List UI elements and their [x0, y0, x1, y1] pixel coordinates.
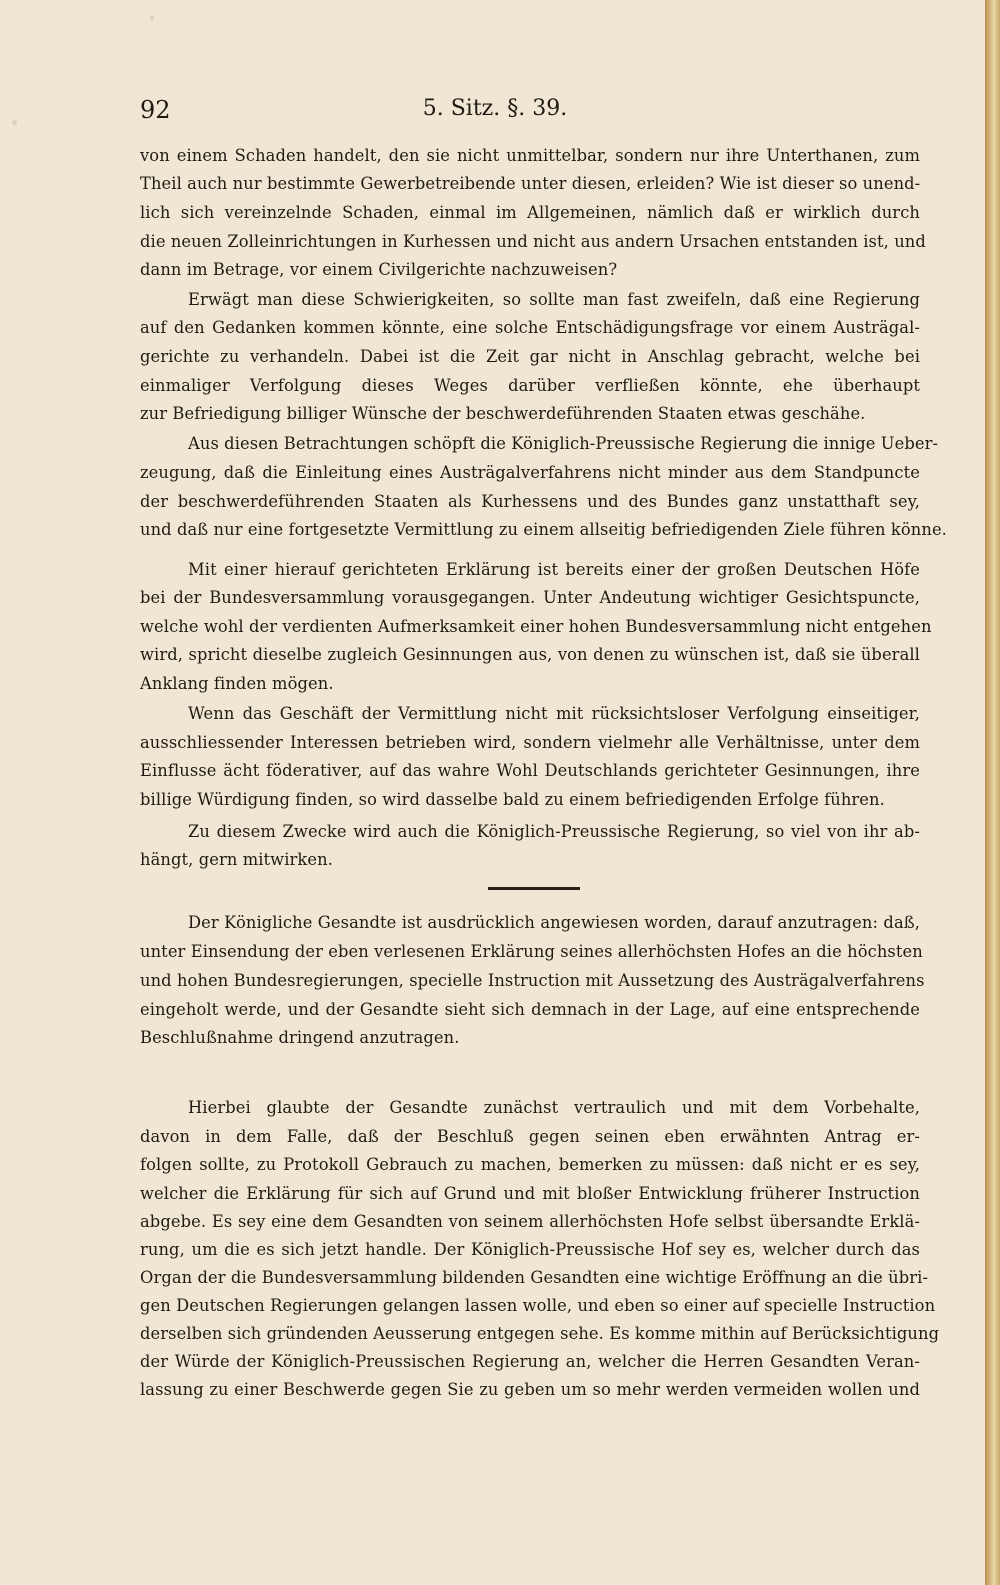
text-line: einmaliger Verfolgung dieses Weges darüber verfließen könnte, ehe überhaupt — [140, 376, 920, 395]
text-line: zeugung, daß die Einleitung eines Austrägalverfahrens nicht minder aus dem Standpuncte — [140, 463, 920, 482]
text-line: Aus diesen Betrachtungen schöpft die Königlich-Preussische Regierung die innige Ueber- — [188, 434, 939, 453]
text-line: rung, um die es sich jetzt handle. Der Königlich-Preussische Hof sey es, welcher durch das — [140, 1240, 920, 1259]
text-line: eingeholt werde, und der Gesandte sieht sich demnach in der Lage, auf eine entsprechende — [140, 1000, 920, 1019]
text-line: derselben sich gründenden Aeusserung entgegen sehe. Es komme mithin auf Berücksichtigung — [140, 1324, 940, 1343]
text-line: Theil auch nur bestimmte Gewerbetreibende unter diesen, erleiden? Wie ist dieser so unend- — [140, 174, 921, 193]
text-line: billige Würdigung finden, so wird dasselbe bald zu einem befriedigenden Erfolge führen. — [140, 790, 885, 809]
text-line: welche wohl der verdienten Aufmerksamkeit einer hohen Bundesversammlung nicht entgehen — [140, 617, 932, 636]
running-head: 5. Sitz. §. 39. — [422, 96, 568, 121]
text-line: Hierbei glaubte der Gesandte zunächst vertraulich und mit dem Vorbehalte, — [188, 1098, 920, 1117]
text-line: abgebe. Es sey eine dem Gesandten von seinem allerhöchsten Hofe selbst übersandte Erklä- — [140, 1212, 920, 1231]
text-line: der Würde der Königlich-Preussischen Regierung an, welcher die Herren Gesandten Veran- — [140, 1352, 920, 1371]
text-line: Wenn das Geschäft der Vermittlung nicht mit rücksichtsloser Verfolgung einseitiger, — [188, 704, 920, 723]
text-line: Zu diesem Zwecke wird auch die Königlich-Preussische Regierung, so viel von ihr ab- — [188, 822, 920, 841]
text-line: unter Einsendung der eben verlesenen Erklärung seines allerhöchsten Hofes an die höchsten — [140, 942, 923, 961]
text-line: lich sich vereinzelnde Schaden, einmal im Allgemeinen, nämlich daß er wirklich durch — [140, 203, 920, 222]
text-line: auf den Gedanken kommen könnte, eine solche Entschädigungsfrage vor einem Austrägal- — [140, 318, 920, 337]
text-line: dann im Betrage, vor einem Civilgerichte nachzuweisen? — [140, 260, 618, 279]
text-line: bei der Bundesversammlung vorausgegangen. Unter Andeutung wichtiger Gesichtspuncte, — [140, 588, 920, 607]
text-line: und hohen Bundesregierungen, specielle Instruction mit Aussetzung des Austrägalverfahrens — [140, 971, 925, 990]
text-line: hängt, gern mitwirken. — [140, 850, 333, 869]
text-line: gerichte zu verhandeln. Dabei ist die Zeit gar nicht in Anschlag gebracht, welche bei — [140, 347, 920, 366]
page-edge — [985, 0, 1000, 1585]
text-line: ausschliessender Interessen betrieben wird, sondern vielmehr alle Verhältnisse, unter dem — [140, 733, 920, 752]
text-line: lassung zu einer Beschwerde gegen Sie zu geben um so mehr werden vermeiden wollen und — [140, 1380, 920, 1399]
text-line: Organ der die Bundesversammlung bildenden Gesandten eine wichtige Eröffnung an die übri- — [140, 1268, 929, 1287]
text-line: Anklang finden mögen. — [140, 674, 334, 693]
text-line: Beschlußnahme dringend anzutragen. — [140, 1028, 460, 1047]
text-line: Einflusse ächt föderativer, auf das wahre Wohl Deutschlands gerichteter Gesinnungen, ihre — [140, 761, 920, 780]
text-line: wird, spricht dieselbe zugleich Gesinnungen aus, von denen zu wünschen ist, daß sie überall — [140, 645, 920, 664]
text-line: von einem Schaden handelt, den sie nicht unmittelbar, sondern nur ihre Unterthanen, zum — [140, 146, 920, 165]
text-line: folgen sollte, zu Protokoll Gebrauch zu machen, bemerken zu müssen: daß nicht er es sey, — [140, 1155, 920, 1174]
text-line: der beschwerdeführenden Staaten als Kurhessens und des Bundes ganz unstatthaft sey, — [140, 492, 920, 511]
section-separator — [488, 887, 580, 890]
text-line: gen Deutschen Regierungen gelangen lassen wolle, und eben so einer auf specielle Instruction — [140, 1296, 936, 1315]
text-line: welcher die Erklärung für sich auf Grund und mit bloßer Entwicklung früherer Instruction — [140, 1184, 920, 1203]
page-header — [140, 96, 920, 132]
text-line: die neuen Zolleinrichtungen in Kurhessen und nicht aus andern Ursachen entstanden ist, und — [140, 232, 926, 251]
text-line: Der Königliche Gesandte ist ausdrücklich angewiesen worden, darauf anzutragen: daß, — [188, 913, 920, 932]
text-line: zur Befriedigung billiger Wünsche der beschwerdeführenden Staaten etwas geschähe. — [140, 404, 866, 423]
text-line: davon in dem Falle, daß der Beschluß gegen seinen eben erwähnten Antrag er- — [140, 1127, 920, 1146]
text-line: Mit einer hierauf gerichteten Erklärung ist bereits einer der großen Deutschen Höfe — [188, 560, 920, 579]
text-line: Erwägt man diese Schwierigkeiten, so sollte man fast zweifeln, daß eine Regierung — [188, 290, 920, 309]
paper-spot — [150, 16, 154, 20]
page-number: 92 — [140, 96, 171, 124]
paper-spot — [12, 120, 17, 125]
text-line: und daß nur eine fortgesetzte Vermittlung zu einem allseitig befriedigenden Ziele führen könne. — [140, 520, 947, 539]
